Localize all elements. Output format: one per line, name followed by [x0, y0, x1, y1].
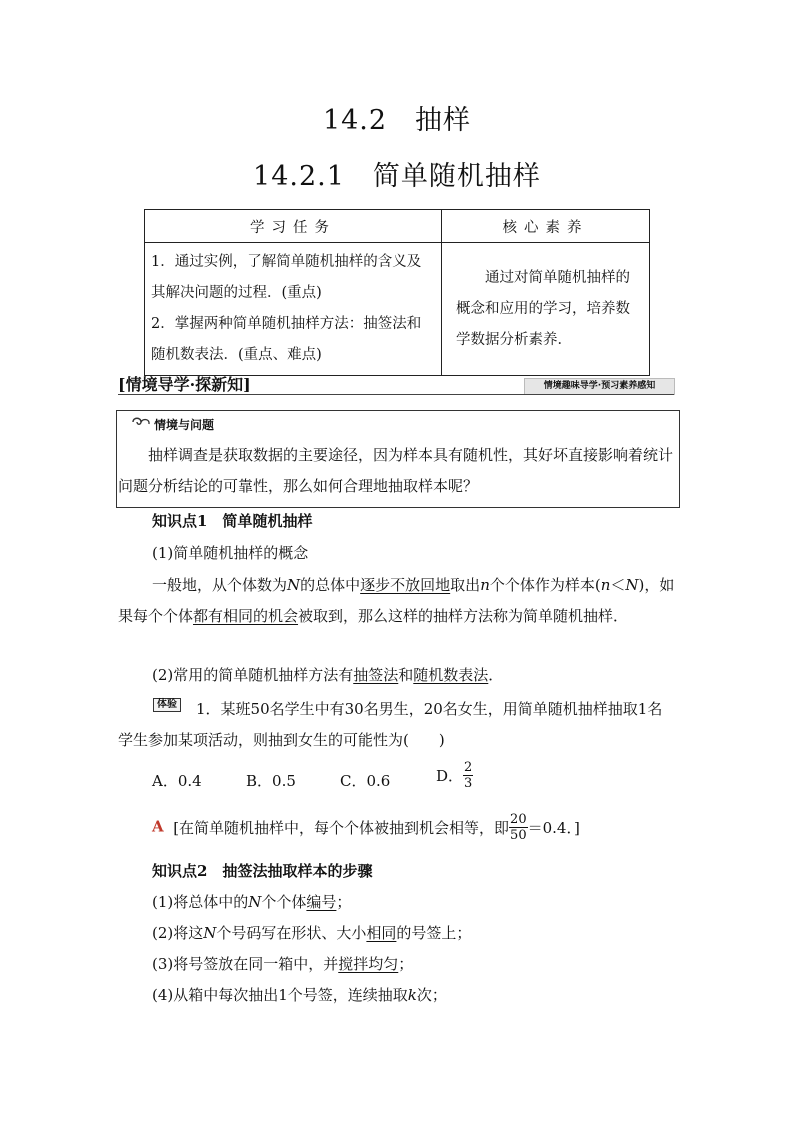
kp2-step-4: (4)从箱中每次抽出1个号签，连续抽取k次；	[152, 986, 447, 1004]
option-b: B．0.5	[246, 772, 296, 790]
exercise-question: 1．某班50名学生中有30名男生，20名女生，用简单随机抽样抽取1名学生参加某项活动，则抽到女生的可能性为( )	[118, 700, 663, 749]
kp1-sub1: (1)简单随机抽样的概念	[152, 544, 309, 562]
learning-goals-table	[144, 209, 650, 376]
option-c: C．0.6	[340, 772, 391, 790]
keyword-lottery: 抽签法	[353, 666, 399, 684]
kp1-definition: 一般地，从个体数为N的总体中逐步不放回地取出n个个体作为样本(n＜N)，如果每个个体都有相同的机会被取到，那么这样的抽样方法称为简单随机抽样．	[118, 576, 675, 625]
exercise-badge: 体验	[153, 698, 181, 712]
task-item-2: 2．掌握两种简单随机抽样方法：抽签法和随机数表法．(重点、难点)	[151, 316, 422, 363]
keyword-equal-chance: 都有相同的机会	[193, 607, 299, 625]
section-header-title: [情境导学·探新知]	[118, 375, 251, 394]
subsection-title: 14.2.1 简单随机抽样	[253, 161, 541, 192]
table-cell-tasks	[145, 243, 442, 376]
answer-letter: A	[152, 817, 164, 836]
kp2-step-2: (2)将这N个号码写在形状、大小相同的号签上；	[152, 924, 472, 942]
kp2-step-1: (1)将总体中的N个个体编号；	[152, 893, 352, 911]
option-a: A．0.4	[152, 772, 202, 790]
kp2-step-3: (3)将号签放在同一箱中，并搅拌均匀；	[152, 955, 414, 973]
section-title: 14.2 抽样	[322, 105, 472, 136]
scenario-label: 情境与问题	[154, 418, 215, 432]
task-item-1: 1．通过实例，了解简单随机抽样的含义及其解决问题的过程．(重点)	[151, 254, 422, 301]
kp1-sub2: (2)常用的简单随机抽样方法有抽签法和随机数表法．	[152, 666, 504, 684]
section-header-tag: 情境趣味导学·预习素养感知	[524, 378, 675, 395]
section-divider	[118, 394, 674, 395]
kp1-title: 知识点1 简单随机抽样	[152, 512, 313, 530]
keyword-random-table: 随机数表法	[413, 666, 489, 684]
keyword-without-replacement: 逐步不放回地	[360, 576, 451, 594]
exercise-answer: A [在简单随机抽样中，每个个体被抽到机会相等，即 $\frac{20}{50}$ ＝0.4．]	[152, 812, 580, 843]
option-d: D． $\frac{2}{3}$	[436, 760, 473, 791]
kp2-title: 知识点2 抽签法抽取样本的步骤	[152, 862, 373, 880]
table-header-tasks: 学习任务	[145, 210, 442, 243]
scenario-text: 抽样调查是获取数据的主要途径，因为样本具有随机性，其好坏直接影响着统计问题分析结论的可靠性，那么如何合理地抽取样本呢？	[118, 446, 674, 495]
table-cell-literacy: 通过对简单随机抽样的概念和应用的学习，培养数学数据分析素养．	[442, 243, 650, 376]
swirl-icon	[130, 414, 152, 430]
table-header-literacy: 核心素养	[442, 210, 650, 243]
